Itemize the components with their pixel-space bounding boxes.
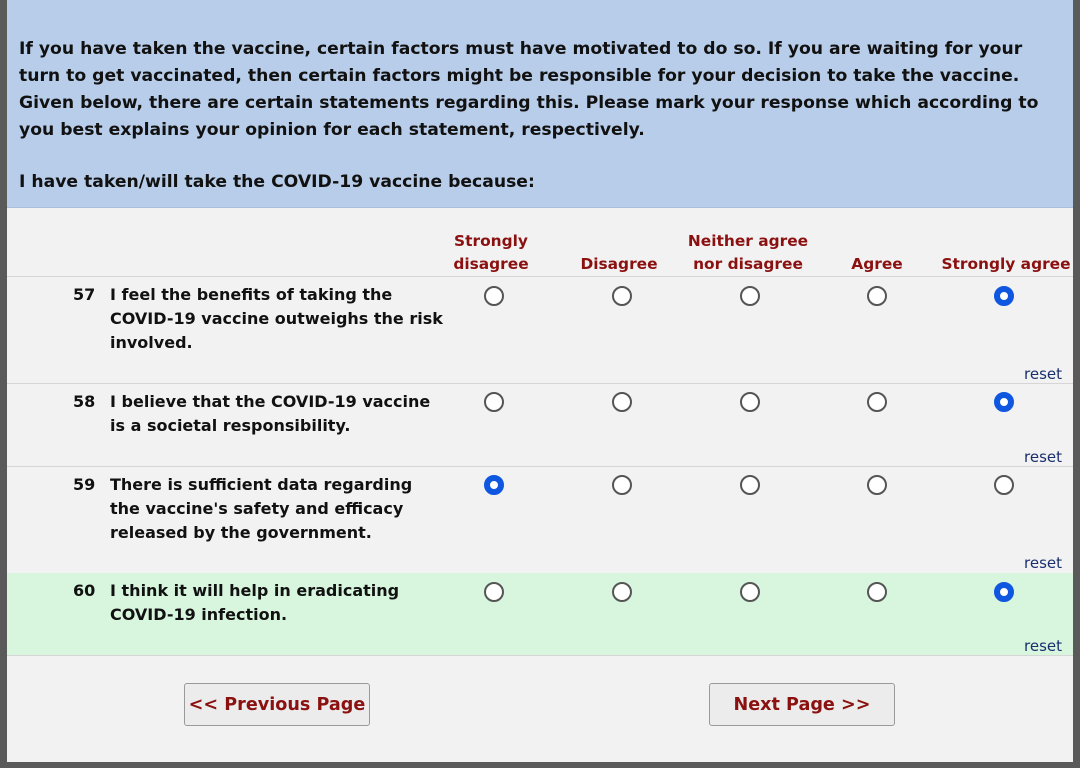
- column-header-line: Strongly agree: [941, 255, 1071, 273]
- question-text: I feel the benefits of taking the COVID-19 vaccine outweighs the risk involved.: [110, 285, 443, 352]
- survey-page: [7, 0, 1073, 762]
- radio-q59-agree[interactable]: [867, 475, 887, 495]
- question-text: I believe that the COVID-19 vaccine is a societal responsibility.: [110, 392, 431, 435]
- question-header: [7, 0, 1073, 208]
- reset-link[interactable]: reset: [1024, 554, 1062, 572]
- radio-q58-disagree[interactable]: [612, 392, 632, 412]
- question-row-57: [7, 277, 1073, 383]
- reset-link[interactable]: reset: [1024, 448, 1062, 466]
- instructions-text: If you have taken the vaccine, certain factors must have motivated to do so. If you are waiting for your turn to get vaccinated, then certain factors might be responsible for your decision to take the vaccine. Given below, there are certain statements regarding this. Please mark your response which according to you best explains your opinion for each statement, respectively.: [19, 39, 1039, 140]
- next-page-button[interactable]: Next Page >>: [709, 683, 895, 726]
- radio-q59-neither[interactable]: [740, 475, 760, 495]
- radio-q59-strongly-agree[interactable]: [994, 475, 1014, 495]
- radio-q59-disagree[interactable]: [612, 475, 632, 495]
- radio-q60-strongly-disagree[interactable]: [484, 582, 504, 602]
- radio-q60-disagree[interactable]: [612, 582, 632, 602]
- question-row-60: [7, 573, 1073, 655]
- column-header-neither: [678, 230, 818, 276]
- radio-q57-disagree[interactable]: [612, 286, 632, 306]
- radio-q58-strongly-disagree[interactable]: [484, 392, 504, 412]
- question-row-58: [7, 384, 1073, 465]
- column-header-line: Neither agree: [687, 232, 809, 250]
- radio-q58-agree[interactable]: [867, 392, 887, 412]
- radio-q60-strongly-agree[interactable]: [994, 582, 1014, 602]
- question-number: 59: [73, 475, 96, 494]
- radio-q57-agree[interactable]: [867, 286, 887, 306]
- reset-link[interactable]: reset: [1024, 365, 1062, 383]
- radio-q57-strongly-disagree[interactable]: [484, 286, 504, 306]
- column-header-strongly-disagree: [431, 230, 551, 276]
- question-row-59: [7, 467, 1073, 573]
- matrix-lead-text: I have taken/will take the COVID-19 vaccine because:: [19, 172, 535, 192]
- column-header-line: [941, 230, 1071, 253]
- column-header-line: disagree: [453, 255, 529, 273]
- column-header-disagree: [559, 230, 679, 276]
- reset-link[interactable]: reset: [1024, 637, 1062, 655]
- divider: [7, 655, 1073, 656]
- column-header-agree: [817, 230, 937, 276]
- radio-q60-agree[interactable]: [867, 582, 887, 602]
- column-header-strongly-agree: [941, 230, 1071, 276]
- radio-q58-neither[interactable]: [740, 392, 760, 412]
- radio-q57-neither[interactable]: [740, 286, 760, 306]
- question-text: I think it will help in eradicating COVID-19 infection.: [110, 581, 400, 624]
- column-header-line: [559, 230, 679, 253]
- radio-q59-strongly-disagree[interactable]: [484, 475, 504, 495]
- column-header-line: Disagree: [580, 255, 658, 273]
- question-number: 58: [73, 392, 96, 411]
- column-header-line: Strongly: [454, 232, 528, 250]
- radio-q60-neither[interactable]: [740, 582, 760, 602]
- previous-page-button[interactable]: << Previous Page: [184, 683, 370, 726]
- question-text: There is sufficient data regarding the vaccine's safety and efficacy released by the government.: [110, 475, 413, 542]
- column-header-line: [817, 230, 937, 253]
- radio-q58-strongly-agree[interactable]: [994, 392, 1014, 412]
- column-header-line: Agree: [851, 255, 903, 273]
- question-number: 60: [73, 581, 96, 600]
- column-header-line: nor disagree: [693, 255, 803, 273]
- question-number: 57: [73, 285, 96, 304]
- radio-q57-strongly-agree[interactable]: [994, 286, 1014, 306]
